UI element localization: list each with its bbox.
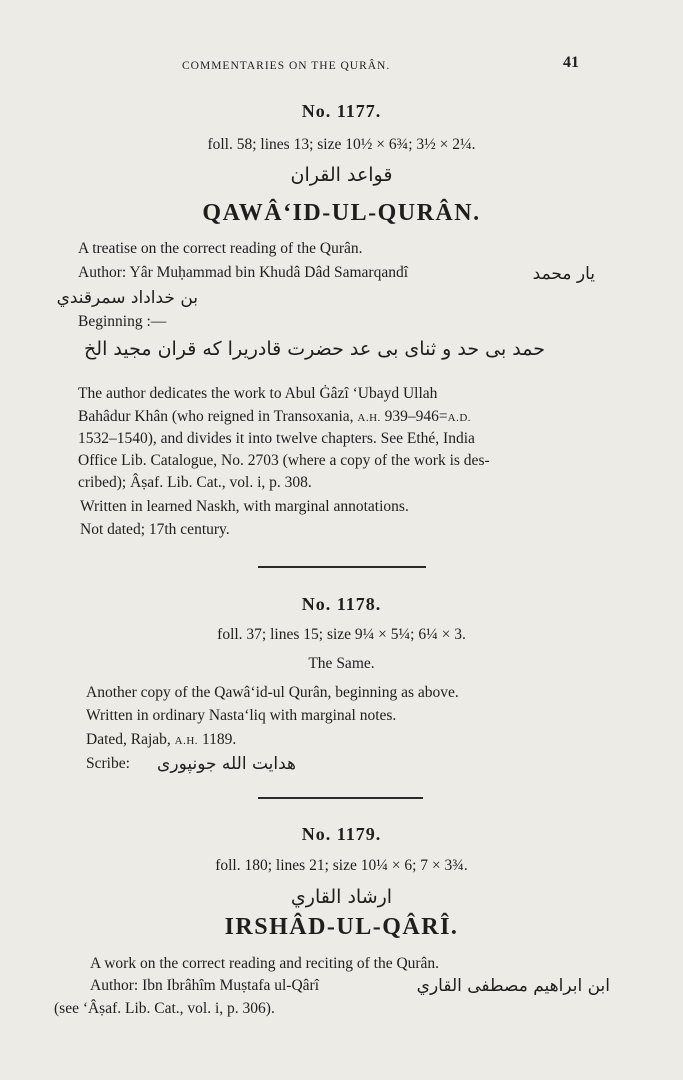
entry-1179-foll: foll. 180; lines 21; size 10¼ × 6; 7 × 3¾. — [215, 857, 468, 874]
entry-1177-title: QAWÂ‘ID-UL-QURÂN. — [202, 200, 481, 226]
entry-1177-foll: foll. 58; lines 13; size 10½ × 6¾; 3½ × 2¼. — [207, 136, 476, 153]
entry-1177-written: Written in learned Naskh, with marginal annotations. — [80, 498, 409, 515]
section-divider — [258, 797, 423, 799]
author-label: Author: — [90, 977, 139, 994]
author-label: Author: — [78, 264, 127, 281]
entry-1177-author-arabic-2: بن خداداد سمرقندي — [56, 288, 198, 308]
entry-number-1179: No. 1179. — [301, 824, 382, 844]
entry-1178-scribe-label: Scribe: — [86, 755, 130, 772]
entry-1177-note-line-5: cribed); Âṣaf. Lib. Cat., vol. i, p. 308. — [78, 474, 312, 491]
entry-1177-note-line-3: 1532–1540), and divides it into twelve chapters. See Ethé, India — [78, 430, 475, 447]
entry-1177-note-line-2: Bahâdur Khân (who reigned in Transoxania, A.H. 939–946=A.D. — [78, 408, 472, 425]
author-name: Ibn Ibrâhîm Muṣtafa ul-Qârî — [142, 977, 319, 994]
entry-1178-same: The Same. — [308, 655, 375, 672]
entry-1177-description: A treatise on the correct reading of the Qurân. — [78, 240, 363, 257]
page-number: 41 — [563, 54, 579, 71]
section-divider — [258, 566, 426, 568]
entry-1177-note-line-1: The author dedicates the work to Abul Ġâzî ‘Ubayd Ullah — [78, 385, 438, 402]
entry-number-1177: No. 1177. — [301, 101, 382, 121]
author-name: Yâr Muḥammad bin Khudâ Dâd Samarqandî — [129, 264, 409, 281]
entry-1179-description: A work on the correct reading and reciting of the Qurân. — [90, 955, 440, 972]
entry-1177-author-arabic-1: یار محمد — [532, 264, 595, 284]
entry-1179-title: IRSHÂD-UL-QÂRÎ. — [224, 914, 459, 940]
entry-number-1178: No. 1178. — [301, 594, 382, 614]
entry-1178-dated: Dated, Rajab, A.H. 1189. — [86, 731, 237, 748]
entry-1177-dated: Not dated; 17th century. — [80, 521, 230, 538]
entry-1177-note-line-4: Office Lib. Catalogue, No. 2703 (where a copy of the work is des- — [78, 452, 490, 469]
entry-1179-arabic-title: ارشاد القاري — [290, 886, 393, 908]
entry-1178-scribe-arabic: هدایت الله جونپوری — [157, 754, 296, 774]
entry-1177-beginning-label: Beginning :— — [78, 313, 167, 330]
entry-1177-author — [78, 264, 408, 282]
entry-1179-author-arabic: ابن ابراهیم مصطفی القاري — [416, 976, 610, 996]
entry-1179-author — [90, 977, 319, 995]
entry-1178-copy: Another copy of the Qawâ‘id-ul Qurân, beginning as above. — [86, 684, 459, 701]
entry-1178-foll: foll. 37; lines 15; size 9¼ × 5¼; 6¼ × 3. — [217, 626, 466, 643]
entry-1179-reference: (see ‘Âṣaf. Lib. Cat., vol. i, p. 306). — [54, 1000, 275, 1017]
entry-1177-arabic-title: قواعد القران — [290, 164, 393, 186]
entry-1177-beginning-arabic: حمد بی حد و ثنای بی عد حضرت قادریرا که قران مجید الخ — [84, 338, 545, 360]
running-title: COMMENTARIES ON THE QURÂN. — [182, 60, 391, 72]
entry-1178-written: Written in ordinary Nasta‘liq with marginal notes. — [86, 707, 397, 724]
